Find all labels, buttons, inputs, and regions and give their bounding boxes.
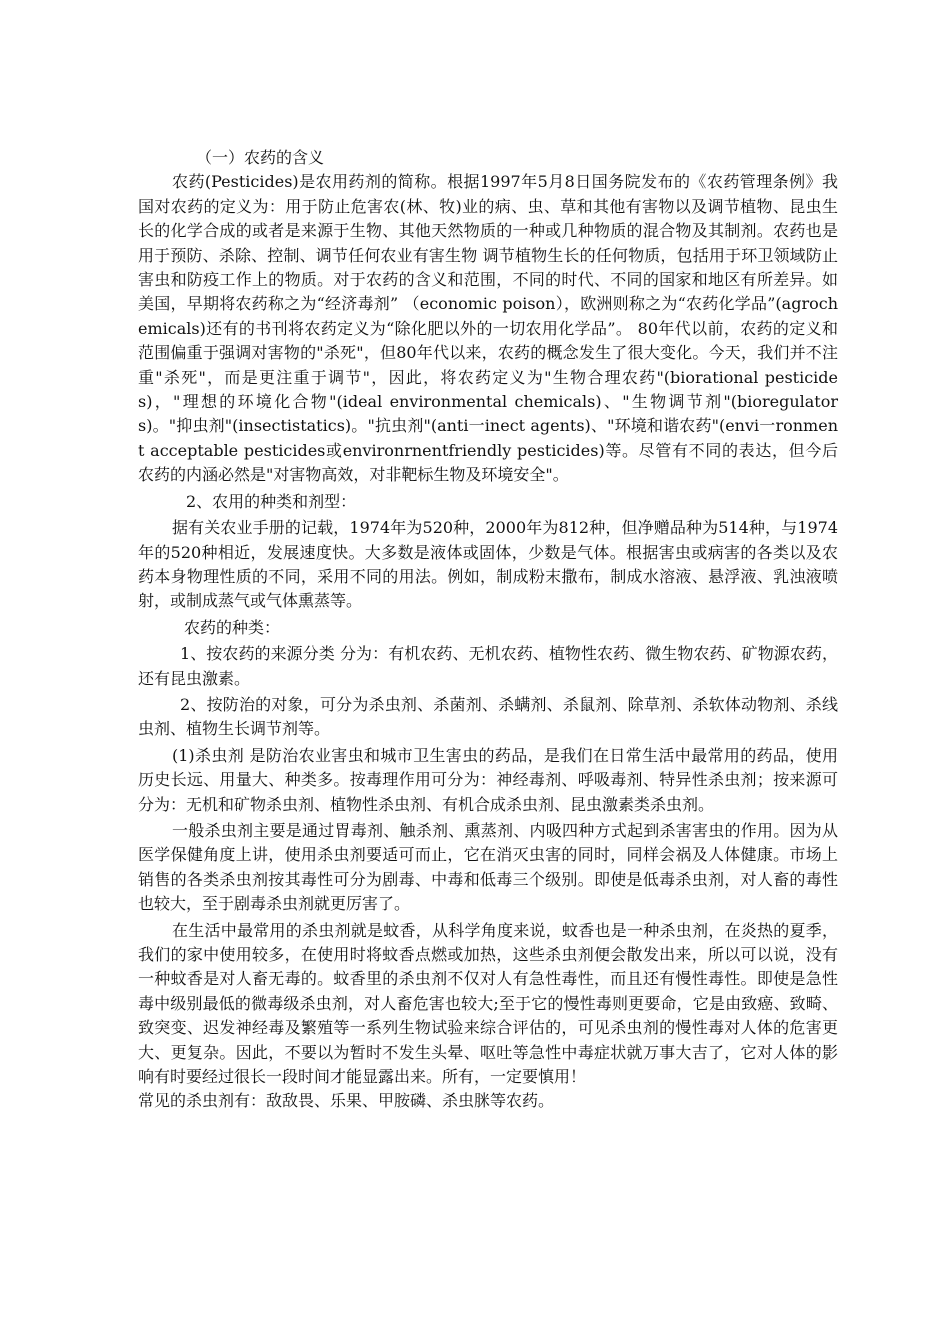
paragraph-pesticide-definition: 农药(Pesticides)是农用药剂的简称。根据1997年5月8日国务院发布的《农药管理条例》我国对农药的定义为：用于防止危害农(林、牧)业的病、虫、草和其他有害物以及调节植物、昆虫生长的化学合成的或者是来源于生物、其他天然物质的一种或几种物质的混合物及其制剂。农药也是用于预防、杀除、控制、调节任何农业有害生物 调节植物生长的任何物质，包括用于环卫领域防止害虫和防疫工作上的物质。对于农药的含义和范围，不同的时代、不同的国家和地区有所差异。如美国，早期将农药称之为“经济毒剂” （economic poison），欧洲则称之为“农药化学品”(agrochemicals)还有的书刊将农药定义为“除化肥以外的一切农用化学品”。 80年代以前，农药的定义和范围偏重于强调对害物的"杀死"，但80年代以来，农药的概念发生了很大变化。今天，我们并不注重"杀死"，而是更注重于调节"，因此，将农药定义为"生物合理农药"(biorational pesticides)，"理想的环境化合物"(ideal environmental chemicals)、"生物调节剂"(bioregulators)。"抑虫剂"(insectistatics)。"抗虫剂"(anti一inect agents)、"环境和谐农药"(envi一ronment acceptable pesticides或environrnentfriendly pesticides)等。尽管有不同的表达，但今后农药的内涵必然是"对害物高效，对非靶标生物及环境安全"。 <box>138 172 838 485</box>
document-body <box>138 146 838 1114</box>
paragraph-classification-by-target: 2、按防治的对象，可分为杀虫剂、杀菌剂、杀螨剂、杀鼠剂、除草剂、杀软体动物剂、杀线虫剂、植物生长调节剂等。 <box>138 694 838 739</box>
section-title: （一）农药的含义 <box>196 148 325 167</box>
paragraph-classification-by-source: 1、按农药的来源分类 分为：有机农药、无机农药、植物性农药、微生物农药、矿物源农药，还有昆虫激素。 <box>138 644 838 688</box>
paragraph-insecticides: (1)杀虫剂 是防治农业害虫和城市卫生害虫的药品，是我们在日常生活中最常用的药品，使用历史长远、用量大、种类多。按毒理作用可分为：神经毒剂、呼吸毒剂、特异性杀虫剂；按来源可分为：无机和矿物杀虫剂、植物性杀虫剂、有机合成杀虫剂、昆虫激素类杀虫剂。 <box>138 745 838 814</box>
paragraph-common-insecticides: 常见的杀虫剂有：敌敌畏、乐果、甲胺磷、杀虫脒等农药。 <box>138 1091 555 1111</box>
paragraph-varieties-count: 据有关农业手册的记载，1974年为520种，2000年为812种，但净赠品种为514种，与1974年的520种相近，发展速度快。大多数是液体或固体，少数是气体。根据害虫或病害的各类以及农药本身物理性质的不同，采用不同的用法。例如，制成粉末撒布，制成水溶液、悬浮液、乳浊液喷射，或制成蒸气或气体熏蒸等。 <box>138 518 838 611</box>
paragraph-mosquito-coils: 在生活中最常用的杀虫剂就是蚊香，从科学角度来说，蚊香也是一种杀虫剂，在炎热的夏季，我们的家中使用较多，在使用时将蚊香点燃或加热，这些杀虫剂便会散发出来，所以可以说，没有一种蚊香是对人畜无毒的。蚊香里的杀虫剂不仅对人有急性毒性，而且还有慢性毒性。即使是急性毒中级别最低的微毒级杀虫剂，对人畜危害也较大;至于它的慢性毒则更要命，它是由致癌、致畸、致突变、迟发神经毒及繁殖等一系列生物试验来综合评估的，可见杀虫剂的慢性毒对人体的危害更大、更复杂。因此，不要以为暂时不发生头晕、呕吐等急性中毒症状就万事大吉了，它对人体的影响有时要经过很长一段时间才能显露出来。所有，一定要慎用！ <box>138 920 838 1087</box>
heading-types-and-forms: 2、农用的种类和剂型： <box>186 491 357 511</box>
paragraph-insecticide-modes: 一般杀虫剂主要是通过胃毒剂、触杀剂、熏蒸剂、内吸四种方式起到杀害害虫的作用。因为从医学保健角度上讲，使用杀虫剂要适可而止，它在消灭虫害的同时，同样会祸及人体健康。市场上销售的各类杀虫剂按其毒性可分为剧毒、中毒和低毒三个级别。即使是低毒杀虫剂，对人畜的毒性也较大，至于剧毒杀虫剂就更厉害了。 <box>138 820 838 914</box>
heading-pesticide-types: 农药的种类： <box>184 617 281 637</box>
